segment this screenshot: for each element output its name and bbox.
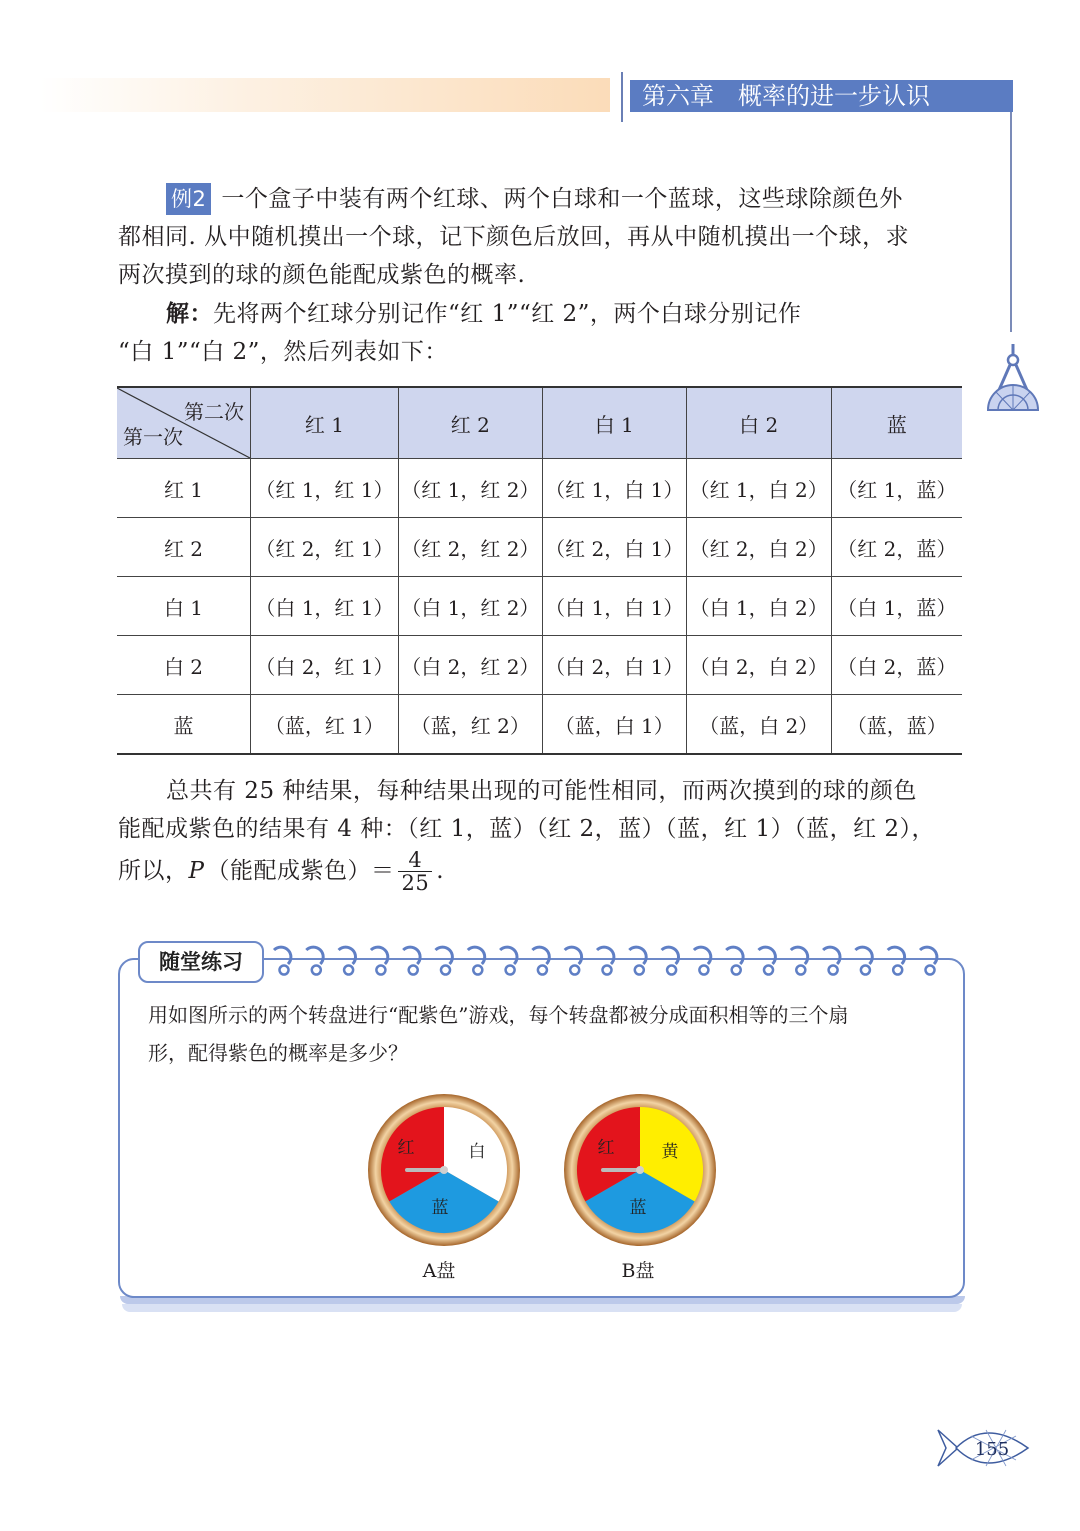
table-cell: （红 2，红 2） <box>398 518 542 577</box>
table-header-row <box>117 387 962 459</box>
table-cell: （白 1，白 2） <box>686 577 831 636</box>
table-cell: （红 2，白 1） <box>542 518 686 577</box>
spiral-ring <box>403 947 420 974</box>
row-header: 白 1 <box>117 577 251 636</box>
spinner-b-caption: B盘 <box>621 1260 655 1282</box>
fraction <box>398 849 432 894</box>
solution-line-2: “白 1”“白 2”，然后列表如下： <box>118 339 448 365</box>
table-row <box>117 577 962 636</box>
row-header: 红 2 <box>117 518 251 577</box>
table-cell: （红 1，白 2） <box>686 459 831 518</box>
fraction-denominator: 25 <box>398 871 432 894</box>
header-divider <box>621 72 623 122</box>
table-cell: （蓝，白 1） <box>542 695 686 755</box>
table-corner-cell <box>117 387 251 459</box>
table-cell: （蓝，白 2） <box>686 695 831 755</box>
spiral-ring <box>436 947 453 974</box>
sector-label: 红 <box>397 1138 415 1158</box>
practice-question <box>148 996 948 1072</box>
compass-protractor-icon <box>984 340 1042 418</box>
table-cell: （蓝，红 1） <box>251 695 399 755</box>
row-header: 红 1 <box>117 459 251 518</box>
spiral-ring <box>532 947 549 974</box>
conclusion-prefix: 所以， <box>118 858 189 884</box>
conclusion-line-2: 能配成紫色的结果有 4 种：（红 1，蓝）（红 2，蓝）（蓝，红 1）（蓝，红 2）， <box>118 816 936 842</box>
notebook-spiral <box>270 936 950 982</box>
table-cell: （红 1，蓝） <box>831 459 962 518</box>
example-line-1: 一个盒子中装有两个红球、两个白球和一个蓝球，这些球除颜色外 <box>221 186 903 212</box>
row-header: 蓝 <box>117 695 251 755</box>
solution-label: 解： <box>166 300 213 327</box>
corner-second-draw: 第二次 <box>184 400 244 424</box>
table-cell: （红 2，白 2） <box>686 518 831 577</box>
sector-label: 红 <box>597 1138 615 1158</box>
table-row <box>117 459 962 518</box>
spiral-ring <box>597 947 614 974</box>
table-cell: （蓝，红 2） <box>398 695 542 755</box>
spiral-ring <box>629 947 646 974</box>
table-cell: （白 1，白 1） <box>542 577 686 636</box>
spiral-ring <box>339 947 356 974</box>
sector-label: 白 <box>468 1142 486 1162</box>
example-line-2: 都相同. 从中随机摸出一个球，记下颜色后放回，再从中随机摸出一个球，求 <box>118 224 910 250</box>
table-cell: （蓝，蓝） <box>831 695 962 755</box>
spiral-ring <box>306 947 323 974</box>
table-cell: （白 2，红 2） <box>398 636 542 695</box>
example-problem <box>118 180 963 294</box>
spiral-ring <box>759 947 776 974</box>
corner-first-draw: 第一次 <box>123 425 183 449</box>
column-header: 蓝 <box>831 387 962 459</box>
spinner-hub <box>440 1166 448 1174</box>
table-cell: （红 2，蓝） <box>831 518 962 577</box>
spinner-a-caption: A盘 <box>422 1260 456 1282</box>
spinner-b <box>563 1093 717 1247</box>
table-cell: （白 1，红 2） <box>398 577 542 636</box>
conclusion-end: . <box>436 858 445 884</box>
spinner-hub <box>636 1166 644 1174</box>
row-header: 白 2 <box>117 636 251 695</box>
table-cell: （白 2，蓝） <box>831 636 962 695</box>
table-cell: （白 1，蓝） <box>831 577 962 636</box>
spiral-ring <box>726 947 743 974</box>
sector-label: 蓝 <box>431 1198 449 1218</box>
table-cell: （红 1，白 1） <box>542 459 686 518</box>
table-cell: （红 2，红 1） <box>251 518 399 577</box>
spiral-ring <box>500 947 517 974</box>
margin-rule <box>1010 112 1012 332</box>
spiral-ring <box>694 947 711 974</box>
column-header: 红 1 <box>251 387 399 459</box>
spiral-ring <box>791 947 808 974</box>
spiral-ring <box>823 947 840 974</box>
spiral-ring <box>662 947 679 974</box>
spinner-a <box>367 1093 521 1247</box>
page-number-fish-icon <box>936 1418 1031 1478</box>
fraction-numerator: 4 <box>408 847 423 872</box>
probability-result <box>118 848 963 894</box>
column-header: 白 2 <box>686 387 831 459</box>
example-line-3: 两次摸到的球的颜色能配成紫色的概率. <box>118 262 526 288</box>
table-cell: （红 1，红 2） <box>398 459 542 518</box>
table-cell: （白 2，红 1） <box>251 636 399 695</box>
chapter-header <box>630 80 1013 112</box>
header-gradient-band <box>40 78 610 112</box>
spiral-ring <box>371 947 388 974</box>
spiral-ring <box>888 947 905 974</box>
solution-line-1: 先将两个红球分别记作“红 1”“红 2”，两个白球分别记作 <box>213 301 802 327</box>
spiral-ring <box>565 947 582 974</box>
conclusion <box>118 772 963 894</box>
sector-label: 黄 <box>661 1142 679 1162</box>
spiral-ring <box>468 947 485 974</box>
table-cell: （白 1，红 1） <box>251 577 399 636</box>
solution-intro <box>118 295 963 371</box>
example-tag: 例2 <box>166 183 211 215</box>
chapter-number: 第六章 <box>642 82 714 110</box>
table-row <box>117 695 962 755</box>
practice-line-1: 用如图所示的两个转盘进行“配紫色”游戏，每个转盘都被分成面积相等的三个扇 <box>148 1003 849 1027</box>
outcome-table <box>117 386 962 755</box>
chapter-title: 概率的进一步认识 <box>738 82 930 110</box>
table-cell: （红 1，红 1） <box>251 459 399 518</box>
sector-label: 蓝 <box>629 1198 647 1218</box>
table-row <box>117 518 962 577</box>
spiral-ring <box>274 947 291 974</box>
page-number: 155 <box>974 1439 1010 1460</box>
table-cell: （白 2，白 2） <box>686 636 831 695</box>
conclusion-line-1: 总共有 25 种结果，每种结果出现的可能性相同，而两次摸到的球的颜色 <box>166 778 917 804</box>
spiral-ring <box>920 947 937 974</box>
practice-line-2: 形，配得紫色的概率是多少？ <box>148 1041 408 1065</box>
card-shadow <box>122 1304 962 1312</box>
practice-label: 随堂练习 <box>138 941 264 983</box>
column-header: 白 1 <box>542 387 686 459</box>
spiral-ring <box>855 947 872 974</box>
probability-symbol: P <box>188 858 205 884</box>
column-header: 红 2 <box>398 387 542 459</box>
table-cell: （白 2，白 1） <box>542 636 686 695</box>
table-row <box>117 636 962 695</box>
probability-argument: （能配成紫色）＝ <box>206 858 395 884</box>
